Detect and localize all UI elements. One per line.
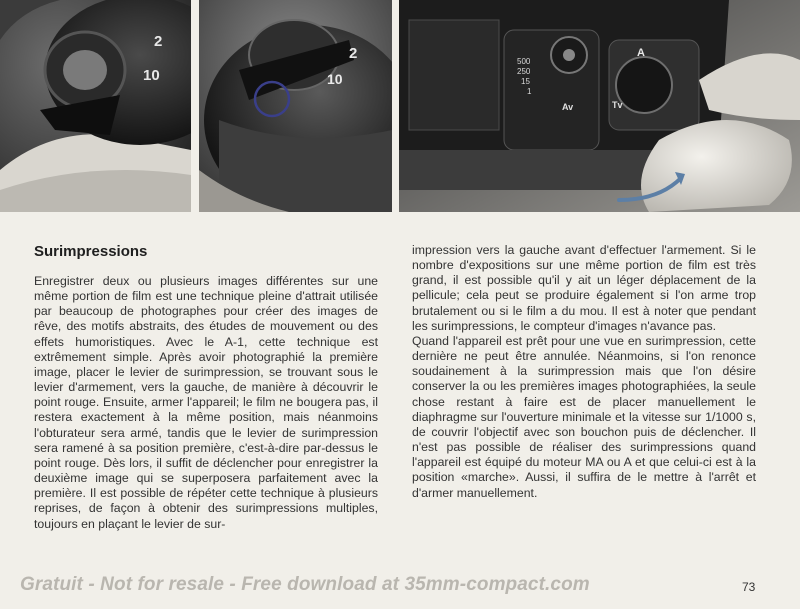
left-column bbox=[34, 274, 378, 532]
dial-label-15: 15 bbox=[521, 77, 530, 86]
dial-label-250: 250 bbox=[517, 67, 531, 76]
dial-number-10: 10 bbox=[143, 67, 160, 84]
paragraph: Enregistrer deux ou plusieurs images différentes sur une même portion de film est une technique pleine d'attrait utilisée par beaucoup de photographes pour créer des images de rêve, des motifs abstraits, des études de mouvement ou des effets humoristiques. Avec le A-1, cette technique est extrêmement simple. Après avoir photographié la première image, placer le levier de surimpression, se trouvant sous le levier d'armement, vers la gauche, de manière à découvrir le point rouge. Ensuite, armer l'appareil; le film ne bougera pas, il restera exactement à la même position, mais néanmoins l'obturateur sera armé, tandis que le levier de surimpression sera ramené à sa position première, c'est-à-dire par-dessus le point rouge. Dès lors, il suffit de déclencher pour enregistrer la deuxième image qui se superposera parfaitement avec la première. Il est possible de répéter cette technique à plusieurs reprises, de façon à obtenir des surimpressions multiples, toujours en plaçant le levier de sur- bbox=[34, 274, 378, 531]
photo-counter-lever-image bbox=[0, 0, 191, 212]
dial-label-av: Av bbox=[562, 102, 574, 112]
watermark: Gratuit - Not for resale - Free download at 35mm-compact.com bbox=[20, 574, 590, 595]
dial-label-tv: Tv bbox=[612, 100, 623, 110]
photo-exposure-lever bbox=[199, 0, 392, 212]
dial-label-1: 1 bbox=[527, 87, 532, 96]
photo-camera-top-image bbox=[399, 0, 800, 212]
dial-label-a: A bbox=[637, 47, 645, 59]
dial-number-2: 2 bbox=[349, 45, 358, 62]
photo-exposure-lever-image bbox=[199, 0, 392, 212]
photo-counter-lever bbox=[0, 0, 191, 212]
dial-label-500: 500 bbox=[517, 57, 531, 66]
dial-number-10: 10 bbox=[327, 71, 343, 87]
page-number: 73 bbox=[742, 580, 756, 594]
paragraph: Quand l'appareil est prêt pour une vue en surimpression, cette dernière ne peut être annulée. Néanmoins, si l'on renonce soudainement à la surimpression mais que l'on désire conserver la ou les premières images photographiées, la seule chose restant à faire est de placer manuellement le diaphragme sur l'ouverture minimale et la vitesse sur 1/1000 s, de couvrir l'objectif avec son bouchon puis de déclencher. Il n'est pas possible de réaliser des surimpressions quand l'appareil est équipé du moteur MA ou A et que celui-ci est à la position «marche». Aussi, il suffira de le mettre à l'arrêt et d'armer manuellement. bbox=[412, 333, 756, 500]
section-heading: Surimpressions bbox=[34, 243, 148, 260]
right-column bbox=[412, 243, 756, 501]
dial-number-2: 2 bbox=[154, 33, 163, 50]
paragraph: impression vers la gauche avant d'effectuer l'armement. Si le nombre d'expositions sur une même portion de film est très grand, il est possible qu'il y ait un léger déplacement de la pellicule; cela peut se produire également si l'on arme trop brutalement ou si le film a du mou. Il est à noter que pendant les surimpressions, le compteur d'images n'avance pas. bbox=[412, 243, 756, 333]
photo-camera-top bbox=[399, 0, 800, 212]
